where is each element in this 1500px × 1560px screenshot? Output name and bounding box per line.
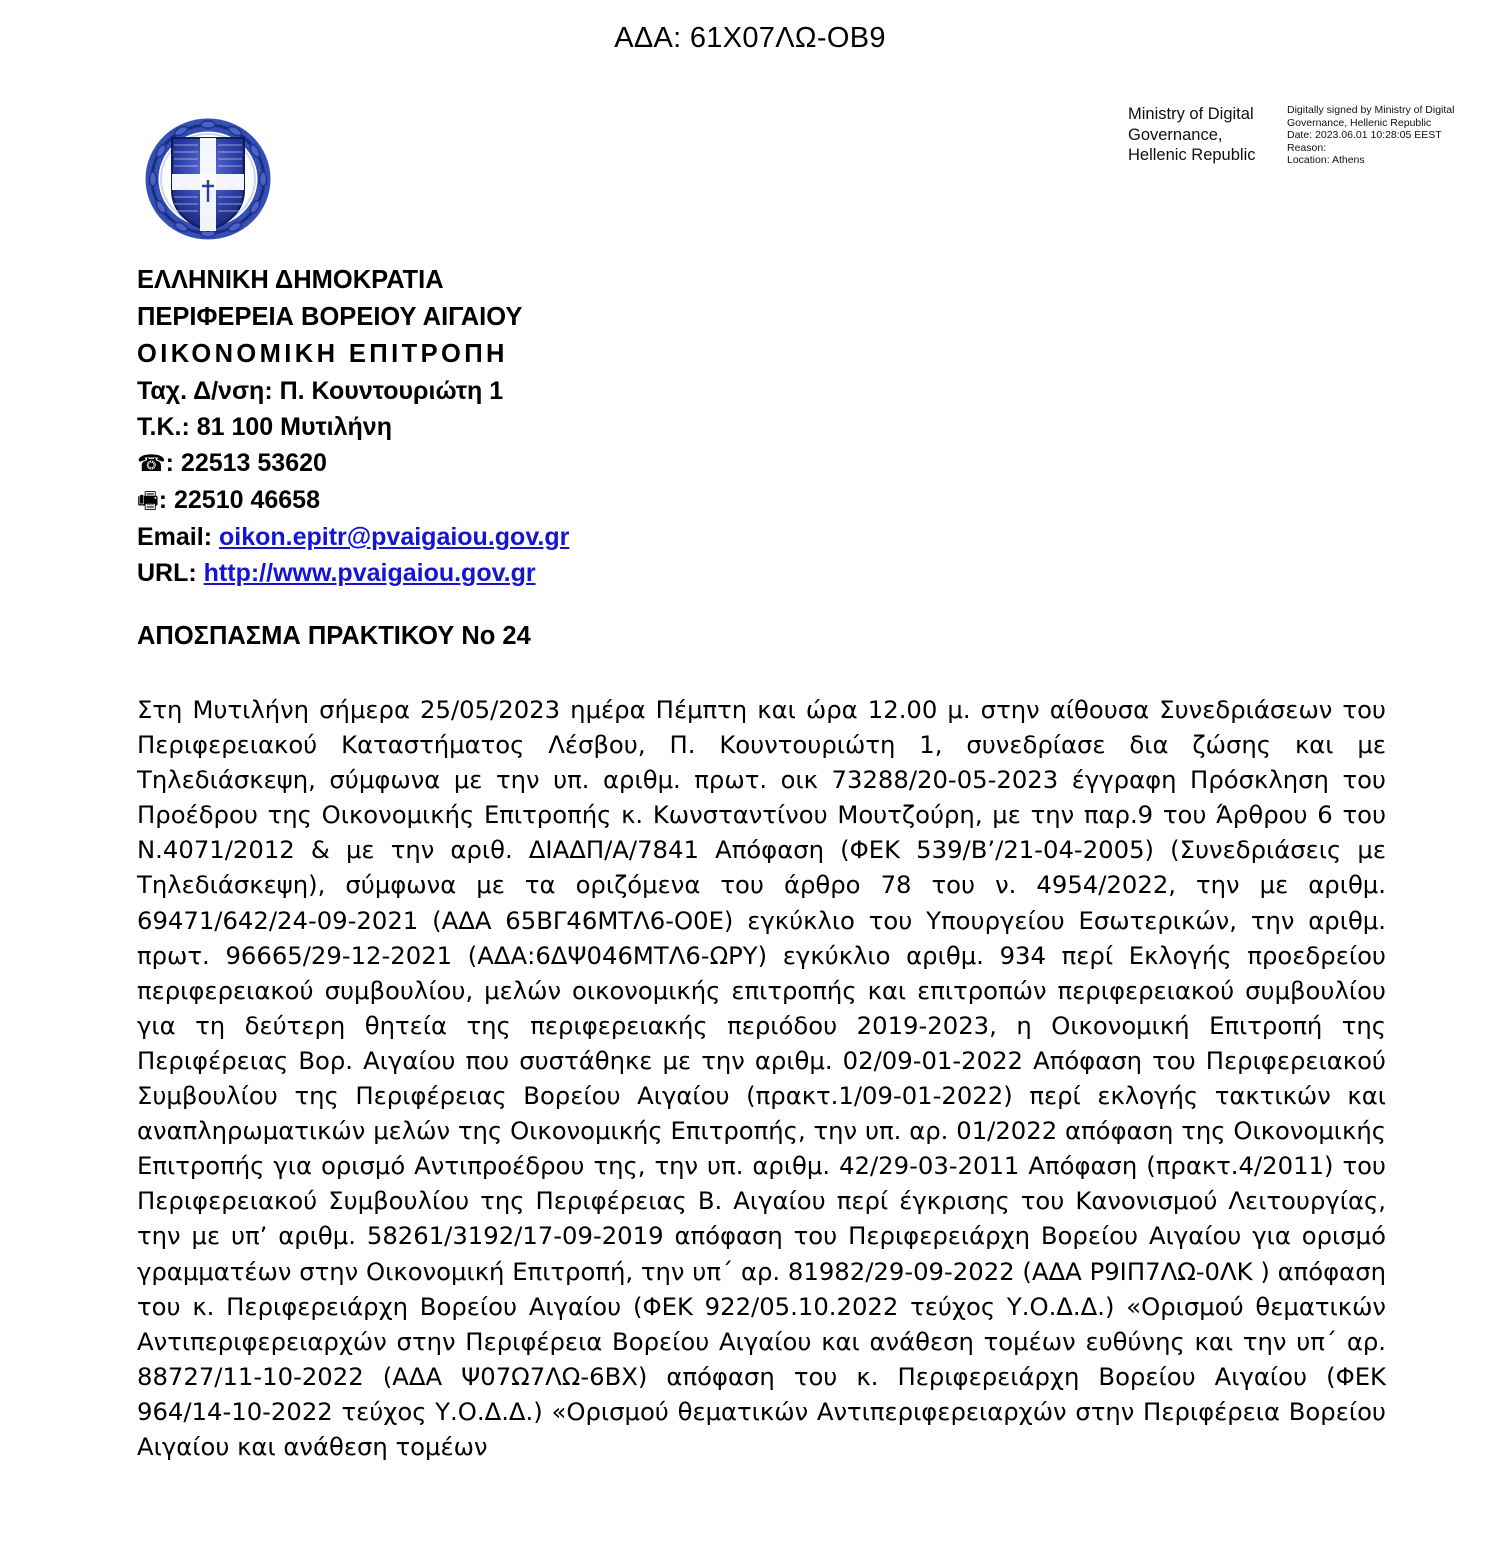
letterhead-postal-code: Τ.Κ.: 81 100 Μυτιλήνη (137, 413, 392, 441)
page-bottom-clip (0, 1500, 1500, 1560)
signature-date: Date: 2023.06.01 10:28:05 EEST (1287, 129, 1442, 142)
document-body (137, 692, 1386, 1464)
hellenic-republic-emblem-icon (143, 118, 273, 240)
phone-number: : 22513 53620 (165, 449, 327, 477)
telephone-icon: ☎ (137, 451, 166, 477)
fax-icon: 🖷 (137, 488, 159, 514)
letterhead-url-row (137, 555, 837, 591)
letterhead-republic: ΕΛΛΗΝΙΚΗ ΔΗΜΟΚΡΑΤΙΑ (137, 266, 444, 294)
ada-reference-header: ΑΔΑ: 61Χ07ΛΩ-ΟΒ9 (614, 22, 886, 54)
signature-reason: Reason: (1287, 141, 1327, 154)
digital-signature-stamp (1128, 104, 1468, 167)
signature-signed-by: Digitally signed by Ministry of Digital Governance, Hellenic Republic (1287, 104, 1458, 129)
letterhead-region: ΠΕΡΙΦΕΡΕΙΑ ΒΟΡΕΙΟΥ ΑΙΓΑΙΟΥ (137, 303, 523, 331)
letterhead-committee: ΟΙΚΟΝΟΜΙΚΗ ΕΠΙΤΡΟΠΗ (137, 340, 508, 368)
signature-location: Location: Athens (1287, 154, 1365, 167)
email-link[interactable]: oikon.epitr@pvaigaiou.gov.gr (218, 523, 570, 551)
fax-number: : 22510 46658 (158, 486, 320, 514)
signature-details (1287, 104, 1467, 167)
document-title: ΑΠΟΣΠΑΣΜΑ ΠΡΑΚΤΙΚΟΥ Νο 24 (137, 622, 531, 650)
letterhead-block (137, 262, 837, 591)
url-label: URL: (137, 559, 204, 587)
letterhead-address: Ταχ. Δ/νση: Π. Κουντουριώτη 1 (137, 377, 504, 405)
letterhead-email-row (137, 519, 837, 555)
website-link[interactable]: http://www.pvaigaiou.gov.gr (203, 559, 536, 587)
letterhead-fax-row (137, 482, 837, 519)
letterhead-phone-row (137, 445, 837, 482)
signature-authority-name: Ministry of Digital Governance, Hellenic Republic (1128, 105, 1256, 164)
body-paragraph: Στη Μυτιλήνη σήμερα 25/05/2023 ημέρα Πέμπτη και ώρα 12.00 μ. στην αίθουσα Συνεδριάσεων του Περιφερειακού Καταστήματος Λέσβου, Π. Κουντουριώτη 1, συνεδρίασε δια ζώσης και με Τηλεδιάσκεψη, σύμφωνα με την υπ. αριθμ. πρωτ. οικ 73288/20-05-2023 έγγραφη Πρόσκληση του Προέδρου της Οικονομικής Επιτροπής κ. Κωνσταντίνου Μουτζούρη, με την παρ.9 του Άρθρου 6 του Ν.4071/2012 & με την αριθ. ΔΙΑΔΠ/Α/7841 Απόφαση (ΦΕΚ 539/Β’/21-04-2005) (Συνεδριάσεις με Τηλεδιάσκεψη), σύμφωνα με τα οριζόμενα του άρθρο 78 του ν. 4954/2022, την με αριθμ. 69471/642/24-09-2021 (ΑΔΑ 65ΒΓ46ΜΤΛ6-Ο0Ε) εγκύκλιο του Υπουργείου Εσωτερικών, την αριθμ. πρωτ. 96665/29-12-2021 (ΑΔΑ:6ΔΨ046ΜΤΛ6-ΩΡΥ) εγκύκλιο αριθμ. 934 περί Εκλογής προεδρείου περιφερειακού συμβουλίου, μελών οικονομικής επιτροπής και επιτροπών περιφερειακού συμβουλίου για τη δεύτερη θητεία της περιφερειακής περιόδου 2019-2023, η Οικονομική Επιτροπή της Περιφέρειας Βορ. Αιγαίου που συστάθηκε με την αριθμ. 02/09-01-2022 Απόφαση του Περιφερειακού Συμβουλίου της Περιφέρειας Βορείου Αιγαίου (πρακτ.1/09-01-2022) περί εκλογής τακτικών και αναπληρωματικών μελών της Οικονομικής Επιτροπής, την υπ. αρ. 01/2022 απόφαση της Οικονομικής Επιτροπής για ορισμό Αντιπροέδρου της, την υπ. αριθμ. 42/29-03-2011 Απόφαση (πρακτ.4/2011) του Περιφερειακού Συμβουλίου της Περιφέρειας Β. Αιγαίου περί έγκρισης του Κανονισμού Λειτουργίας, την με υπ’ αριθμ. 58261/3192/17-09-2019 απόφαση του Περιφερειάρχη Βορείου Αιγαίου για ορισμό γραμματέων στην Οικονομική Επιτροπή, την υπ΄ αρ. 81982/29-09-2022 (ΑΔΑ Ρ9ΙΠ7ΛΩ-0ΛΚ ) απόφαση του κ. Περιφερειάρχη Βορείου Αιγαίου (ΦΕΚ 922/05.10.2022 τεύχος Υ.Ο.Δ.Δ.) «Ορισμού θεματικών Αντιπεριφερειαρχών στην Περιφέρεια Βορείου Αιγαίου και ανάθεση τομέων ευθύνης και την υπ΄ αρ. 88727/11-10-2022 (ΑΔΑ Ψ07Ω7ΛΩ-6ΒΧ) απόφαση του κ. Περιφερειάρχη Βορείου Αιγαίου (ΦΕΚ 964/14-10-2022 τεύχος Υ.Ο.Δ.Δ.) «Ορισμού θεματικών Αντιπεριφερειαρχών στην Περιφέρεια Βορείου Αιγαίου και ανάθεση τομέων (137, 695, 1386, 1461)
email-label: Email: (137, 523, 219, 551)
